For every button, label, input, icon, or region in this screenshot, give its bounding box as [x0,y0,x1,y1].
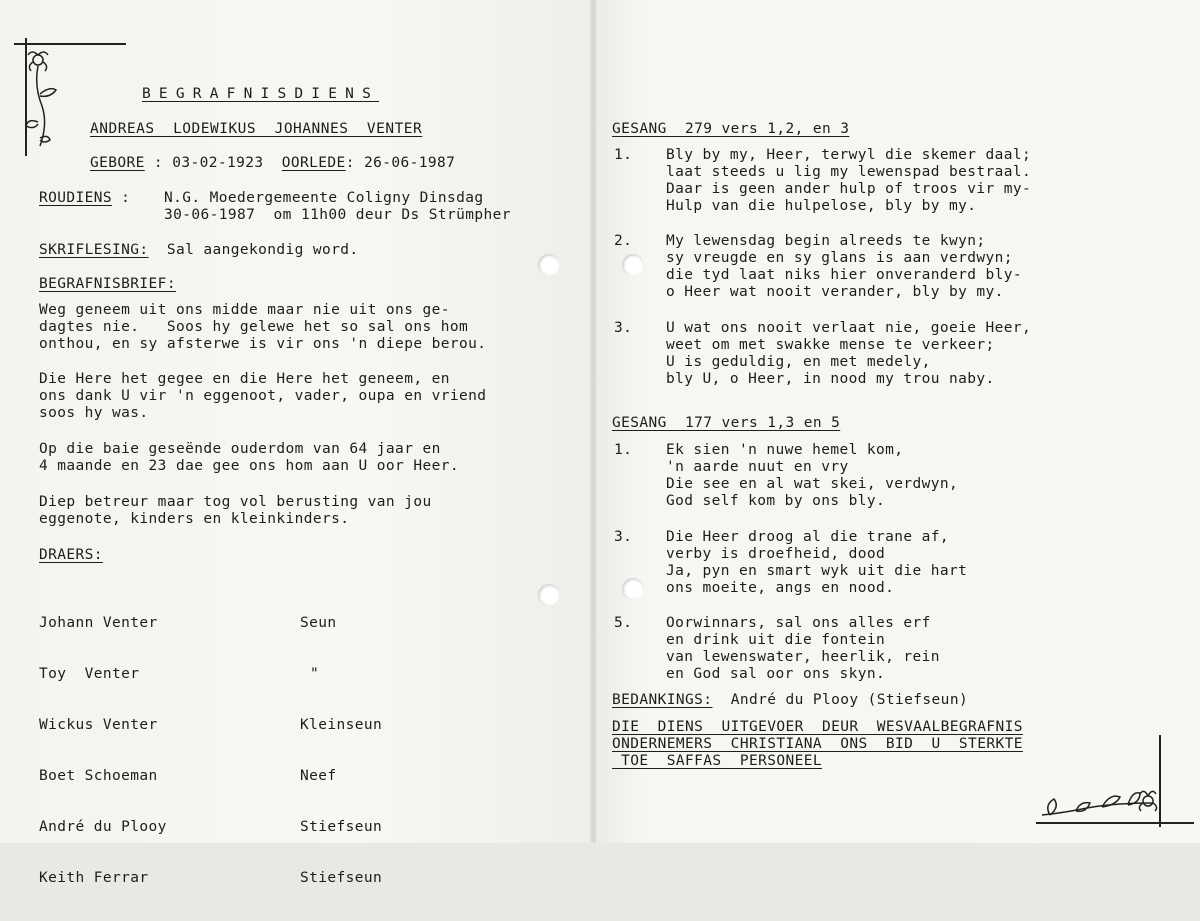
letter-label: BEGRAFNISBRIEF: [39,276,176,292]
document-title: BEGRAFNISDIENS [142,86,380,102]
verse-line: U is geduldig, en met medely, [666,354,931,370]
verse-line: van lewenswater, heerlik, rein [666,649,940,665]
letter-paragraph [39,494,432,528]
letter-line: onthou, en sy afsterwe is vir ons 'n diepe berou. [39,336,487,352]
letter-line: Weg geneem uit ons midde maar nie uit ons ge- [39,302,450,318]
verse-line: Die Heer droog al die trane af, [666,529,950,545]
hymn2-verse [666,529,967,597]
closing-message [612,719,1023,770]
service-row [39,190,130,207]
born-date: 03-02-1923 [172,155,264,171]
reading-row [39,242,359,259]
letter-line: Die Here het gegee en die Here het geneem, en [39,371,450,387]
bearer-name: Wickus Venter [39,717,158,733]
verse-line: ons moeite, angs en nood. [666,580,895,596]
verse-line: God self kom by ons bly. [666,493,886,509]
right-page [596,0,1200,843]
hymn1-verse-number: 1. [614,147,633,163]
hymn1-verse [666,320,1031,388]
letter-line: Diep betreur maar tog vol berusting van jou [39,494,432,510]
bearer-relation: Seun [300,615,337,631]
letter-line: Op die baie geseënde ouderdom van 64 jaar en [39,441,441,457]
bearer-name: Toy Venter [39,666,140,682]
letter-line: eggenote, kinders en kleinkinders. [39,511,350,527]
verse-line: My lewensdag begin alreeds te kwyn; [666,233,986,249]
service-separator: : [112,190,131,206]
deceased-name: ANDREAS LODEWIKUS JOHANNES VENTER [90,121,423,137]
bearer-name: Boet Schoeman [39,768,158,784]
left-page [0,0,592,886]
hymn2-verse-number: 1. [614,442,633,458]
service-line-2: 30-06-1987 om 11h00 deur Ds Strümpher [164,207,511,223]
verse-line: o Heer wat nooit verander, bly by my. [666,284,1004,300]
bearer-relation: " [310,666,320,682]
verse-line: en drink uit die fontein [666,632,886,648]
thanks-label: BEDANKINGS: [612,692,713,708]
floral-corner-ornament [14,38,129,158]
bearer-relation: Kleinseun [300,717,383,733]
service-label: ROUDIENS [39,190,113,206]
birth-death-row [90,155,455,172]
letter-line: ons dank U vir 'n eggenoot, vader, oupa en vriend [39,388,487,404]
verse-line: en God sal oor ons skyn. [666,666,886,682]
bearer-relation: Neef [300,768,337,784]
verse-line: U wat ons nooit verlaat nie, goeie Heer, [666,320,1032,336]
letter-line: 4 maande en 23 dae gee ons hom aan U oor Heer. [39,458,459,474]
hymn2-verse-number: 5. [614,615,633,631]
verse-line: Ek sien 'n nuwe hemel kom, [666,442,904,458]
reading-label: SKRIFLESING: [39,242,149,258]
letter-paragraph [39,302,486,353]
verse-line: die tyd laat niks hier onveranderd bly- [666,267,1023,283]
born-label: GEBORE [90,155,145,171]
verse-line: Ja, pyn en smart wyk uit die hart [666,563,968,579]
service-line-1: N.G. Moedergemeente Coligny Dinsdag [164,190,484,206]
floral-vine-ornament [1036,735,1196,830]
verse-line: Die see en al wat skei, verdwyn, [666,476,959,492]
bearer-name: André du Plooy [39,819,167,835]
letter-line: soos hy was. [39,405,149,421]
verse-line: bly U, o Heer, in nood my trou naby. [666,371,995,387]
verse-line: 'n aarde nuut en vry [666,459,849,475]
bearers-relations [300,581,382,921]
hymn1-verse [666,233,1022,301]
verse-line: Oorwinnars, sal ons alles erf [666,615,931,631]
born-separator: : [144,155,164,171]
closing-line: TOE SAFFAS PERSONEEL [612,753,822,769]
bearers-label: DRAERS: [39,547,103,563]
punch-hole [622,578,644,600]
died-label: OORLEDE [281,155,346,171]
bearer-name: Keith Ferrar [39,870,149,886]
hymn2-verse-number: 3. [614,529,633,545]
thanks-text: André du Plooy (Stiefseun) [730,692,969,708]
hymn1-verse-number: 3. [614,320,633,336]
closing-line: ONDERNEMERS CHRISTIANA ONS BID U STERKTE [612,736,1023,752]
hymn2-verse [666,442,958,510]
thanks-row [612,692,968,709]
hymn1-title: GESANG 279 vers 1,2, en 3 [612,121,850,137]
verse-line: Bly by my, Heer, terwyl die skemer daal; [666,147,1032,163]
verse-line: Hulp van die hulpelose, bly by my. [666,198,977,214]
died-date: : 26-06-1987 [345,155,456,171]
bearer-relation: Stiefseun [300,870,383,886]
hymn2-verse [666,615,940,683]
punch-hole [622,254,644,276]
hymn1-verse [666,147,1031,215]
verse-line: weet om met swakke mense te verkeer; [666,337,995,353]
letter-paragraph [39,441,459,475]
bearers-names [39,581,167,921]
closing-line: DIE DIENS UITGEVOER DEUR WESVAALBEGRAFNIS [612,719,1023,735]
bearer-name: Johann Venter [39,615,158,631]
verse-line: laat steeds u lig my lewenspad bestraal. [666,164,1032,180]
punch-hole [538,254,560,276]
punch-hole [538,584,560,606]
letter-line: dagtes nie. Soos hy gelewe het so sal ons hom [39,319,469,335]
hymn1-verse-number: 2. [614,233,633,249]
verse-line: verby is droefheid, dood [666,546,886,562]
verse-line: sy vreugde en sy glans is aan verdwyn; [666,250,1013,266]
reading-text: Sal aangekondig word. [166,242,359,258]
letter-paragraph [39,371,486,422]
bearer-relation: Stiefseun [300,819,383,835]
verse-line: Daar is geen ander hulp of troos vir my- [666,181,1032,197]
hymn2-title: GESANG 177 vers 1,3 en 5 [612,415,841,431]
